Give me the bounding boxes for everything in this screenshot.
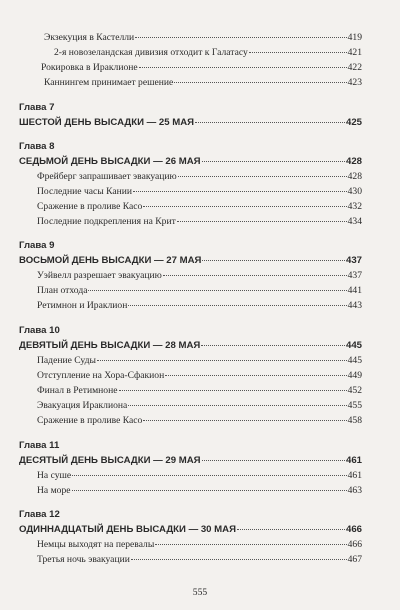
chapter-label: Глава 8: [19, 141, 55, 152]
section-heading: [19, 255, 362, 267]
toc-page-number: 428: [347, 171, 362, 182]
dot-leader: [128, 405, 346, 406]
toc-page-number: 422: [347, 62, 362, 73]
toc-entry-title: Последние подкрепления на Крит: [37, 216, 176, 227]
toc-entry-title: Последние часы Кании: [37, 186, 133, 197]
dot-leader: [202, 260, 345, 261]
dot-leader: [155, 544, 346, 545]
toc-page-number: 443: [347, 300, 362, 311]
toc-entry-title: Финал в Ретимноне: [37, 385, 118, 396]
dot-leader: [178, 176, 347, 177]
toc-page-number: 437: [347, 270, 362, 281]
dot-leader: [128, 305, 346, 306]
dot-leader: [72, 475, 346, 476]
toc-entry-title: Экзекуция в Кастелли: [44, 32, 135, 43]
toc-entry-title: Падение Суды: [37, 355, 96, 366]
toc-page-number: 430: [347, 186, 362, 197]
section-heading-title: ШЕСТОЙ ДЕНЬ ВЫСАДКИ — 25 МАЯ: [19, 117, 195, 128]
toc-entry: [37, 470, 362, 482]
dot-leader: [133, 191, 347, 192]
section-heading: [19, 117, 362, 129]
toc-entry-title: 2-я новозеландская дивизия отходит к Галатасу: [54, 47, 248, 58]
toc-entry: [37, 385, 362, 397]
dot-leader: [143, 420, 346, 421]
toc-page-number: 437: [345, 255, 362, 266]
section-heading-title: СЕДЬМОЙ ДЕНЬ ВЫСАДКИ — 26 МАЯ: [19, 156, 201, 167]
toc-entry: [37, 285, 362, 297]
toc-page-number: 421: [347, 47, 362, 58]
toc-page-number: 463: [347, 485, 362, 496]
dot-leader: [119, 390, 347, 391]
toc-entry: [44, 32, 362, 44]
chapter-label: Глава 11: [19, 440, 60, 451]
page-folio-number: 555: [192, 587, 208, 598]
toc-entry-title: Немцы выходят на перевалы: [37, 539, 155, 550]
dot-leader: [165, 375, 346, 376]
toc-page-number: 458: [347, 415, 362, 426]
toc-page-number: 445: [347, 355, 362, 366]
toc-entry: [37, 554, 362, 566]
chapter-label: Глава 7: [19, 102, 55, 113]
toc-page-number: 466: [347, 539, 362, 550]
toc-page-number: 449: [347, 370, 362, 381]
toc-entry-title: Уэйвелл разрешает эвакуацию: [37, 270, 162, 281]
dot-leader: [174, 82, 346, 83]
toc-entry: [37, 539, 362, 551]
toc-entry-title: Отступление на Хора-Сфакион: [37, 370, 165, 381]
toc-entry-title: Сражение в проливе Касо: [37, 415, 143, 426]
toc-page-number: 445: [345, 340, 362, 351]
section-heading: [19, 340, 362, 352]
dot-leader: [72, 490, 347, 491]
toc-entry-title: План отхода: [37, 285, 88, 296]
section-heading: [19, 455, 362, 467]
toc-page-number: 423: [347, 77, 362, 88]
toc-page-number: 455: [347, 400, 362, 411]
chapter-label: Глава 9: [19, 240, 55, 251]
toc-page-number: 441: [347, 285, 362, 296]
dot-leader: [249, 52, 347, 53]
toc-page-number: 452: [347, 385, 362, 396]
toc-entry-title: На море: [37, 485, 71, 496]
section-heading: [19, 524, 362, 536]
toc-entry-title: Третья ночь эвакуации: [37, 554, 130, 565]
toc-page-number: 425: [345, 117, 362, 128]
dot-leader: [237, 529, 345, 530]
section-heading: [19, 156, 362, 168]
dot-leader: [195, 122, 345, 123]
toc-entry: [37, 485, 362, 497]
toc-page-number: 419: [347, 32, 362, 43]
toc-page-number: 461: [345, 455, 362, 466]
toc-entry-title: Сражение в проливе Касо: [37, 201, 143, 212]
toc-entry: [37, 370, 362, 382]
section-heading-title: ДЕСЯТЫЙ ДЕНЬ ВЫСАДКИ — 29 МАЯ: [19, 455, 201, 466]
dot-leader: [97, 360, 347, 361]
section-heading-title: ВОСЬМОЙ ДЕНЬ ВЫСАДКИ — 27 МАЯ: [19, 255, 202, 266]
toc-entry: [37, 415, 362, 427]
toc-entry: [37, 355, 362, 367]
toc-page-number: 466: [345, 524, 362, 535]
toc-entry: [41, 62, 362, 74]
toc-entry: [37, 300, 362, 312]
toc-entry-title: Каннингем принимает решение: [44, 77, 174, 88]
toc-entry: [37, 400, 362, 412]
dot-leader: [139, 67, 347, 68]
dot-leader: [202, 161, 345, 162]
dot-leader: [135, 37, 346, 38]
toc-page-number: 434: [347, 216, 362, 227]
toc-entry: [37, 216, 362, 228]
toc-entry: [37, 270, 362, 282]
toc-page-number: 467: [347, 554, 362, 565]
dot-leader: [131, 559, 347, 560]
dot-leader: [201, 345, 345, 346]
chapter-label: Глава 10: [19, 325, 60, 336]
toc-entry-title: На суше: [37, 470, 72, 481]
toc-entry-title: Ретимнон и Ираклион: [37, 300, 128, 311]
toc-page-number: 461: [347, 470, 362, 481]
section-heading-title: ОДИННАДЦАТЫЙ ДЕНЬ ВЫСАДКИ — 30 МАЯ: [19, 524, 236, 535]
toc-entry: [37, 186, 362, 198]
dot-leader: [163, 275, 347, 276]
toc-entry: [37, 201, 362, 213]
section-heading-title: ДЕВЯТЫЙ ДЕНЬ ВЫСАДКИ — 28 МАЯ: [19, 340, 201, 351]
chapter-label: Глава 12: [19, 509, 60, 520]
toc-entry-title: Рокировка в Ираклионе: [41, 62, 138, 73]
toc-entry-title: Фрейберг запрашивает эвакуацию: [37, 171, 177, 182]
toc-entry: [54, 47, 362, 59]
dot-leader: [202, 460, 345, 461]
toc-page-number: 432: [347, 201, 362, 212]
toc-entry: [37, 171, 362, 183]
dot-leader: [177, 221, 347, 222]
toc-entry-title: Эвакуация Ираклиона: [37, 400, 128, 411]
dot-leader: [88, 290, 346, 291]
toc-entry: [44, 77, 362, 89]
toc-page-number: 428: [345, 156, 362, 167]
dot-leader: [143, 206, 346, 207]
